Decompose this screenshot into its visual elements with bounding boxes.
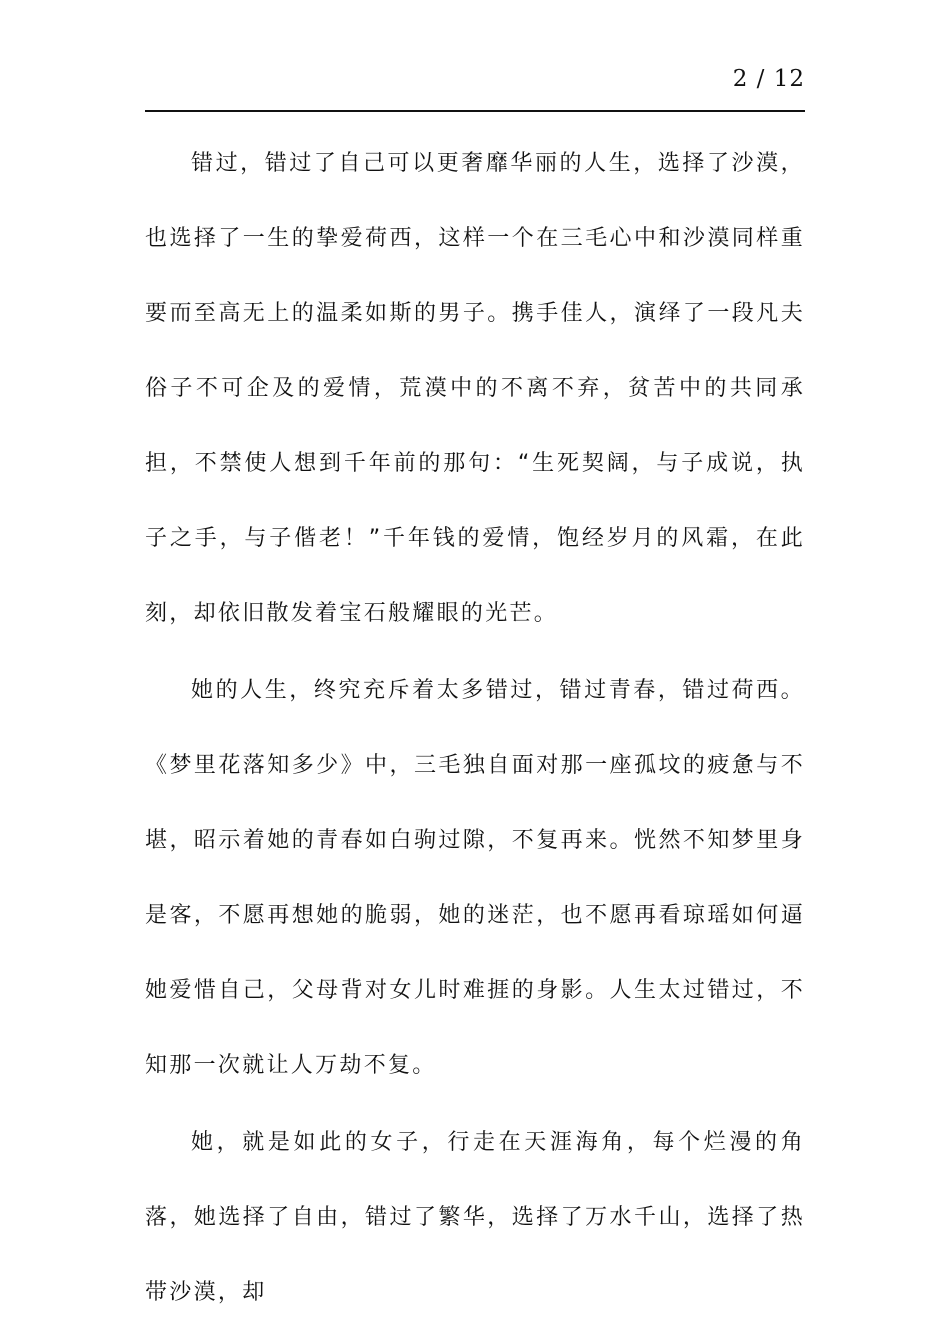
header-divider <box>145 110 805 112</box>
document-body <box>145 126 805 1330</box>
paragraph-2: 她的人生，终究充斥着太多错过，错过青春，错过荷西。《梦里花落知多少》中，三毛独自面对那一座孤坟的疲惫与不堪，昭示着她的青春如白驹过隙，不复再来。恍然不知梦里身是客，不愿再想她的脆弱，她的迷茫，也不愿再看琼瑶如何逼她爱惜自己，父母背对女儿时难捱的身影。人生太过错过，不知那一次就让人万劫不复。 <box>145 678 805 1078</box>
paragraph-3: 她，就是如此的女子，行走在天涯海角，每个烂漫的角落，她选择了自由，错过了繁华，选择了万水千山，选择了热带沙漠，却 <box>145 1130 805 1305</box>
paragraph-1: 错过，错过了自己可以更奢靡华丽的人生，选择了沙漠，也选择了一生的挚爱荷西，这样一个在三毛心中和沙漠同样重要而至高无上的温柔如斯的男子。携手佳人，演绎了一段凡夫俗子不可企及的爱情，荒漠中的不离不弃，贫苦中的共同承担，不禁使人想到千年前的那句：“生死契阔，与子成说，执子之手，与子偕老！”千年钱的爱情，饱经岁月的风霜，在此刻，却依旧散发着宝石般耀眼的光芒。 <box>145 151 805 626</box>
page-number: 2 / 12 <box>732 66 805 92</box>
